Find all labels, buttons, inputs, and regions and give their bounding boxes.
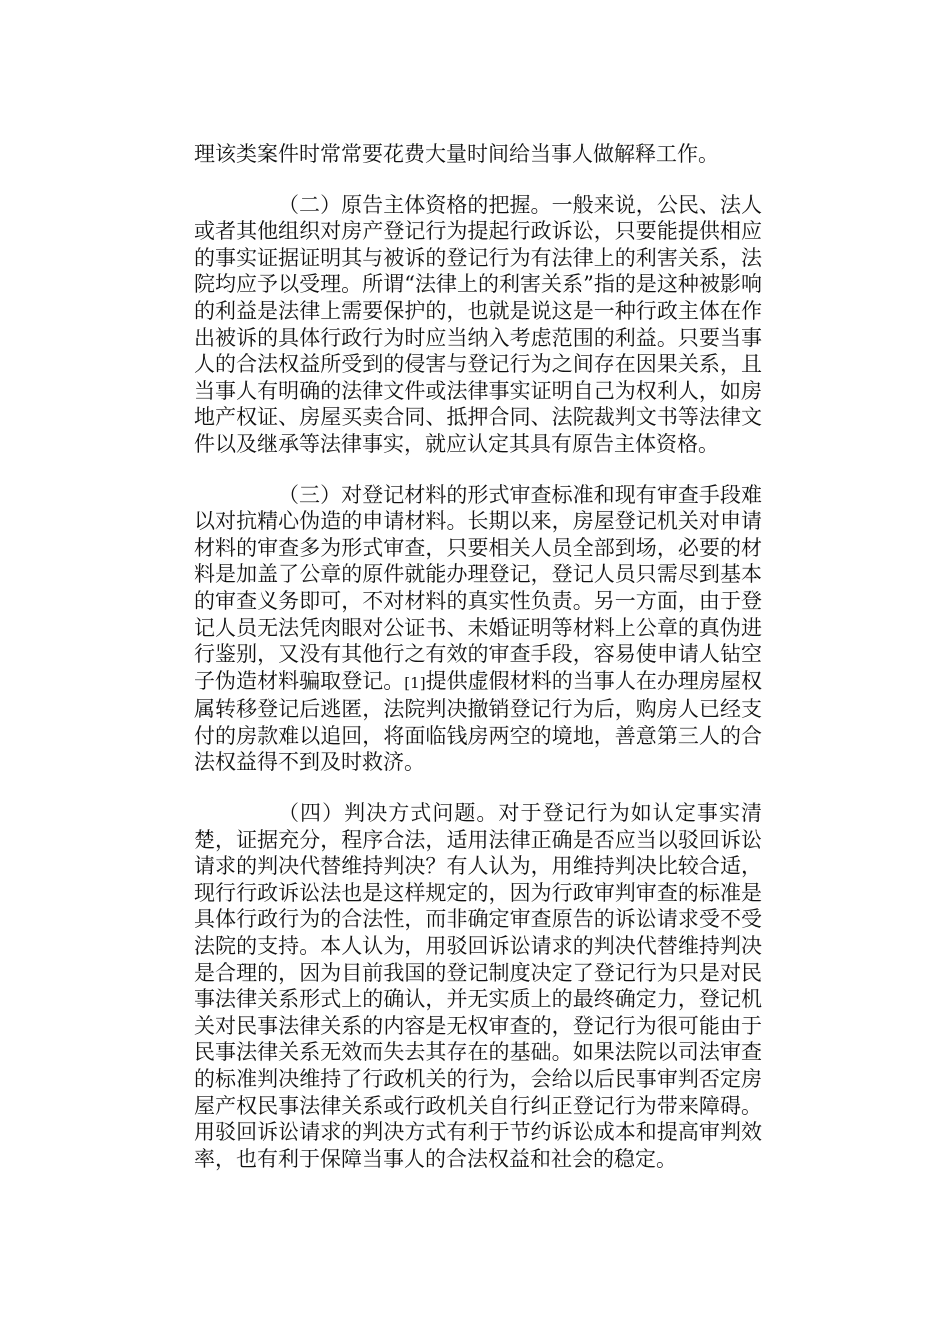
paragraph-text-after-footnote: 提供虚假材料的当事人在办理房屋权属转移登记后逃匿，法院判决撤销登记行为后，购房人已经支付的房款难以追回，将面临钱房两空的境地，善意第三人的合法权益得不到及时救济。: [194, 668, 763, 775]
paragraph-plaintiff-qualification: （二）原告主体资格的把握。一般来说，公民、法人或者其他组织对房产登记行为提起行政诉讼，只要能提供相应的事实证据证明其与被诉的登记行为有法律上的利害关系，法院均应予以受理。所谓“法律上的利害关系”指的是这种被影响的利益是法律上需要保护的，也就是说这是一种行政主体在作出被诉的具体行政行为时应当纳入考虑范围的利益。只要当事人的合法权益所受到的侵害与登记行为之间存在因果关系，且当事人有明确的法律文件或法律事实证明自己为权利人，如房地产权证、房屋买卖合同、抵押合同、法院裁判文书等法律文件以及继承等法律事实，就应认定其具有原告主体资格。: [194, 192, 762, 456]
paragraph-registration-review: [194, 482, 762, 777]
footnote-reference[interactable]: [1]: [404, 673, 426, 692]
paragraph-judgment-method: （四）判决方式问题。对于登记行为如认定事实清楚，证据充分，程序合法，适用法律正确是否应当以驳回诉讼请求的判决代替维持判决？有人认为，用维持判决比较合适，现行行政诉讼法也是这样规定的，因为行政审判审查的标准是具体行政行为的合法性，而非确定审查原告的诉讼请求受不受法院的支持。本人认为，用驳回诉讼请求的判决代替维持判决是合理的，因为目前我国的登记制度决定了登记行为只是对民事法律关系形式上的确认，并无实质上的最终确定力，登记机关对民事法律关系的内容是无权审查的，登记行为很可能由于民事法律关系无效而失去其存在的基础。如果法院以司法审查的标准判决维持了行政机关的行为，会给以后民事审判否定房屋产权民事法律关系或行政机关自行纠正登记行为带来障碍。用驳回诉讼请求的判决方式有利于节约诉讼成本和提高审判效率，也有利于保障当事人的合法权益和社会的稳定。: [194, 801, 762, 1171]
paragraph-continuation: 理该类案件时常常要花费大量时间给当事人做解释工作。: [194, 142, 719, 166]
paragraph-text-before-footnote: （三）对登记材料的形式审查标准和现有审查手段难以对抗精心伪造的申请材料。长期以来，房屋登记机关对申请材料的审查多为形式审查，只要相关人员全部到场，必要的材料是加盖了公章的原件就能办理登记，登记人员只需尽到基本的审查义务即可，不对材料的真实性负责。另一方面，由于登记人员无法凭肉眼对公证书、未婚证明等材料上公章的真伪进行鉴别，又没有其他行之有效的审查手段，容易使申请人钻空子伪造材料骗取登记。: [194, 482, 762, 693]
body-text: [194, 141, 762, 1196]
